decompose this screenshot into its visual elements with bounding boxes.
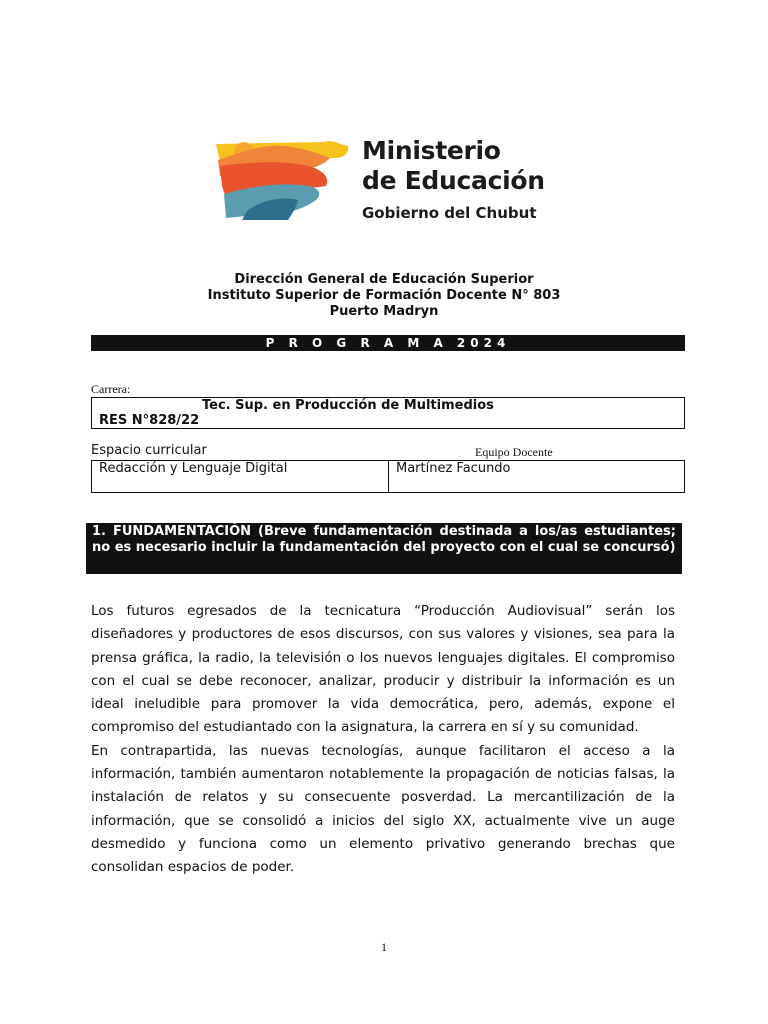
espacio-curricular-cell <box>91 460 389 493</box>
section-1-body <box>91 600 675 880</box>
logo-title-line1: Ministerio <box>362 136 501 165</box>
header-line-1: Dirección General de Educación Superior <box>234 272 534 287</box>
carrera-title: Tec. Sup. en Producción de Multimedios <box>202 398 494 413</box>
chubut-map-logo-icon <box>212 136 352 226</box>
body-paragraph-1: Los futuros egresados de la tecnicatura “Producción Audiovisual” serán los diseñadores y productores de esos discursos, con sus valores y visiones, sea para la prensa gráfica, la radio, la televisión o los nuevos lenguajes digitales. El compromiso con el cual se debe reconocer, analizar, producir y distribuir la información es un ideal ineludible para promover la vida democrática, pero, además, expone el compromiso del estudiantado con la asignatura, la carrera en sí y su comunidad. <box>91 603 675 736</box>
institution-header <box>0 272 768 320</box>
page-number: 1 <box>381 940 387 954</box>
espacio-curricular-label: Espacio curricular <box>91 443 207 458</box>
program-banner: P R O G R A M A 2024 <box>91 335 685 351</box>
carrera-box <box>91 397 685 429</box>
logo-subtitle: Gobierno del Chubut <box>362 204 537 222</box>
carrera-label: Carrera: <box>91 382 131 396</box>
header-line-2: Instituto Superior de Formación Docente N° 803 <box>207 288 561 303</box>
body-paragraph-2: En contrapartida, las nuevas tecnologías, aunque facilitaron el acceso a la información, también aumentaron notablemente la propagación de noticias falsas, la instalación de relatos y su consecuente posverdad. La mercantilización de la información, que se consolidó a inicios del siglo XX, actualmente vive un auge desmedido y funciona como un elemento privativo generando brechas que consolidan espacios de poder. <box>91 742 675 876</box>
section-1-heading: 1. FUNDAMENTACIÓN (Breve fundamentación destinada a los/as estudiantes; no es necesario incluir la fundamentación del proyecto con el cual se concursó) <box>86 523 682 574</box>
header-line-3: Puerto Madryn <box>329 304 439 319</box>
equipo-docente-value: Martínez Facundo <box>396 461 511 476</box>
equipo-docente-label: Equipo Docente <box>475 445 553 459</box>
carrera-resolution: RES N°828/22 <box>99 413 200 428</box>
ministry-logo <box>212 136 572 228</box>
espacio-curricular-value: Redacción y Lenguaje Digital <box>99 461 288 476</box>
equipo-docente-cell <box>388 460 685 493</box>
logo-title-line2: de Educación <box>362 166 545 195</box>
